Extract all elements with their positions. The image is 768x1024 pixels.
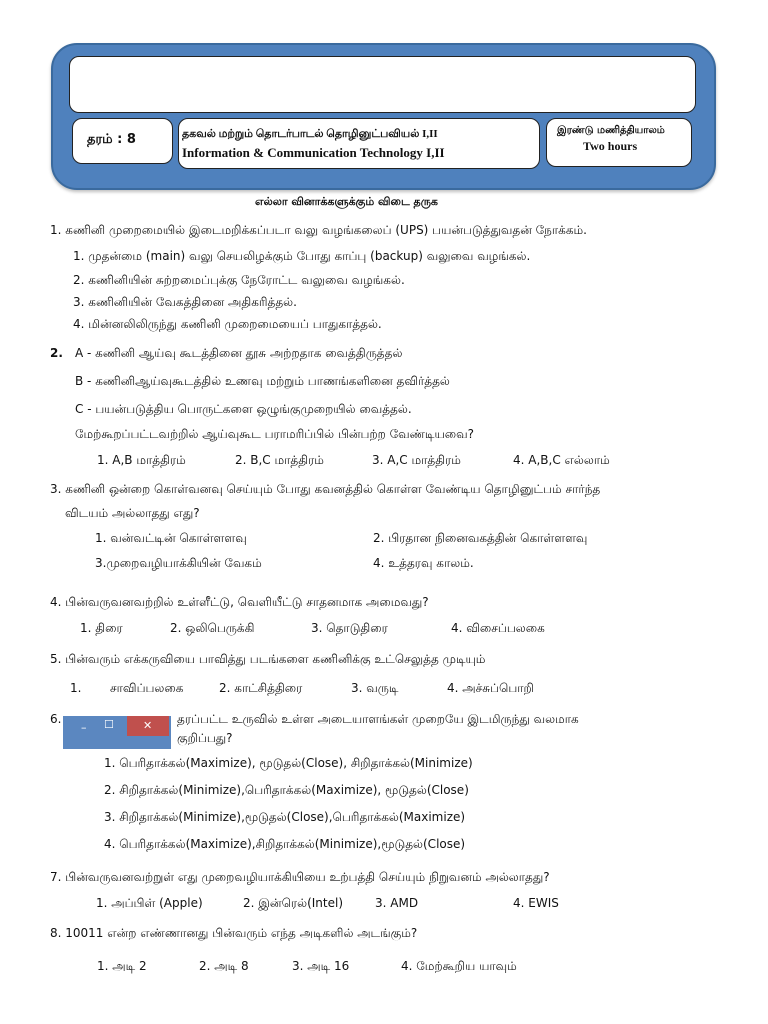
q1-option-2: 2. கணினியின் சுற்றமைப்புக்கு நேரோட்ட வலுவை வழங்கல். bbox=[73, 273, 405, 287]
maximize-icon: ☐ bbox=[104, 718, 114, 731]
subject-tamil: தகவல் மற்றும் தொடர்பாடல் தொழினுட்பவியல் I,II bbox=[182, 128, 438, 140]
duration-tamil: இரண்டு மணித்தியாலம் bbox=[557, 125, 665, 136]
q6-option-1: 1. பெரிதாக்கல்(Maximize), மூடுதல்(Close), சிறிதாக்கல்(Minimize) bbox=[104, 756, 473, 770]
question-2-stem: மேற்கூறப்பட்டவற்றில் ஆய்வுகூட பராமரிப்பில் பின்பற்ற வேண்டியவை? bbox=[75, 427, 474, 441]
q4-option-2: 2. ஒலிபெருக்கி bbox=[170, 621, 255, 635]
q8-option-1: 1. அடி 2 bbox=[97, 959, 147, 973]
q5-option-1: சாவிப்பலகை bbox=[110, 681, 184, 695]
grade-label: தரம் : 8 bbox=[87, 132, 136, 147]
q7-option-4: 4. EWIS bbox=[513, 896, 559, 910]
q3-option-1: 1. வன்வட்டின் கொள்ளளவு bbox=[95, 531, 247, 545]
question-3-line-1: 3. கணினி ஒன்றை கொள்வனவு செய்யும் போது கவனத்தில் கொள்ள வேண்டிய தொழினுட்பம் சார்ந்த bbox=[50, 482, 601, 496]
q6-option-3: 3. சிறிதாக்கல்(Minimize),மூடுதல்(Close),பெரிதாக்கல்(Maximize) bbox=[104, 810, 466, 824]
question-1: 1. கணினி முறைமையில் இடைமறிக்கப்படா வலு வழங்கலைப் (UPS) பயன்படுத்துவதன் நோக்கம். bbox=[50, 223, 587, 237]
question-8: 8. 10011 என்ற எண்ணானது பின்வரும் எந்த அடிகளில் அடங்கும்? bbox=[50, 926, 418, 940]
instruction: எல்லா வினாக்களுக்கும் விடை தருக bbox=[255, 195, 438, 208]
q2-option-1: 1. A,B மாத்திரம் bbox=[97, 453, 186, 467]
q2-option-3: 3. A,C மாத்திரம் bbox=[372, 453, 461, 467]
q3-option-2: 2. பிரதான நினைவகத்தின் கொள்ளளவு bbox=[373, 531, 588, 545]
q8-option-3: 3. அடி 16 bbox=[292, 959, 350, 973]
question-6-number: 6. bbox=[50, 712, 62, 726]
q5-option-1-number: 1. bbox=[70, 681, 82, 695]
question-6-line-1: தரப்பட்ட உருவில் உள்ள அடையாளங்கள் முறையே இடமிருந்து வலமாக bbox=[177, 712, 579, 726]
q8-option-4: 4. மேற்கூறிய யாவும் bbox=[401, 959, 517, 973]
subject-english: Information & Communication Technology I,II bbox=[182, 145, 445, 160]
q5-option-2: 2. காட்சித்திரை bbox=[219, 681, 303, 695]
q7-option-1: 1. அப்பிள் (Apple) bbox=[96, 896, 203, 910]
question-6-line-2: குறிப்பது? bbox=[177, 731, 233, 745]
subject-box bbox=[178, 118, 540, 169]
q3-option-4: 4. உத்தரவு காலம். bbox=[373, 556, 474, 570]
q6-option-2: 2. சிறிதாக்கல்(Minimize),பெரிதாக்கல்(Maximize), மூடுதல்(Close) bbox=[104, 783, 469, 797]
q2-option-4: 4. A,B,C எல்லாம் bbox=[513, 453, 610, 467]
minimize-icon: – bbox=[81, 721, 87, 734]
grade-box bbox=[72, 118, 173, 164]
q1-option-1: 1. முதன்மை (main) வலு செயலிழக்கும் போது காப்பு (backup) வலுவை வழங்கல். bbox=[73, 249, 531, 263]
q1-option-3: 3. கணினியின் வேகத்தினை அதிகரித்தல். bbox=[73, 295, 297, 309]
q3-option-3: 3.முறைவழியாக்கியின் வேகம் bbox=[95, 556, 262, 570]
question-4: 4. பின்வருவனவற்றில் உள்ளீட்டு, வெளியீட்டு சாதனமாக அமைவது? bbox=[50, 595, 429, 609]
question-7: 7. பின்வருவனவற்றுள் எது முறைவழியாக்கியியை உற்பத்தி செய்யும் நிறுவனம் அல்லாதது? bbox=[50, 870, 550, 884]
question-3-line-2: விடயம் அல்லாதது எது? bbox=[65, 506, 200, 520]
q1-option-4: 4. மின்னலிலிருந்து கணினி முறைமையைப் பாதுகாத்தல். bbox=[73, 317, 382, 331]
q6-option-4: 4. பெரிதாக்கல்(Maximize),சிறிதாக்கல்(Minimize),மூடுதல்(Close) bbox=[104, 837, 466, 851]
q2-option-2: 2. B,C மாத்திரம் bbox=[235, 453, 324, 467]
q8-option-2: 2. அடி 8 bbox=[199, 959, 249, 973]
duration-english: Two hours bbox=[583, 139, 638, 153]
q5-option-4: 4. அச்சுப்பொறி bbox=[447, 681, 534, 695]
q4-option-1: 1. திரை bbox=[80, 621, 123, 635]
q4-option-3: 3. தொடுதிரை bbox=[311, 621, 388, 635]
q4-option-4: 4. விசைப்பலகை bbox=[451, 621, 545, 635]
q5-option-3: 3. வருடி bbox=[351, 681, 399, 695]
q7-option-2: 2. இன்ரெல்(Intel) bbox=[243, 896, 344, 910]
window-controls-image bbox=[63, 716, 171, 749]
q2-statement-a: A - கணினி ஆய்வு கூடத்தினை தூசு அற்றதாக வைத்திருத்தல் bbox=[75, 346, 403, 360]
header-title-box bbox=[69, 56, 696, 113]
q7-option-3: 3. AMD bbox=[375, 896, 419, 910]
duration-box bbox=[546, 118, 692, 167]
question-2-number: 2. bbox=[50, 346, 63, 360]
q2-statement-c: C - பயன்படுத்திய பொருட்களை ஒழுங்குமுறையில் வைத்தல். bbox=[75, 402, 412, 416]
q2-statement-b: B - கணினிஆய்வுகூடத்தில் உணவு மற்றும் பாணங்களினை தவிர்த்தல் bbox=[75, 374, 450, 388]
question-5: 5. பின்வரும் எக்கருவியை பாவித்து படங்களை கணினிக்கு உட்செலுத்த முடியும் bbox=[50, 652, 486, 666]
close-icon: ✕ bbox=[127, 716, 169, 736]
